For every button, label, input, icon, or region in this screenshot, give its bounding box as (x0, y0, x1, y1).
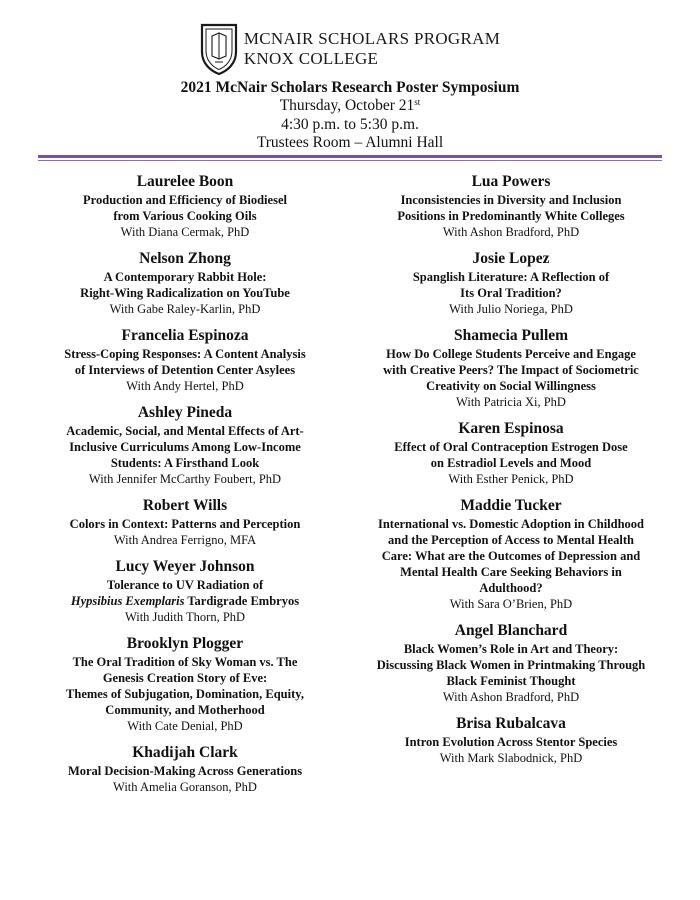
project-title (20, 346, 350, 378)
project-title-line: Black Women’s Role in Art and Theory: (403, 642, 619, 656)
faculty-mentor: With Julio Noriega, PhD (449, 302, 573, 316)
presenter-name: Laurelee Boon (136, 173, 234, 190)
college-logo (200, 22, 500, 76)
presenter-name: Lucy Weyer Johnson (115, 558, 255, 575)
project-title-line: How Do College Students Perceive and Engage (386, 347, 636, 361)
project-title-line: International vs. Domestic Adoption in Childhood (377, 517, 645, 531)
presenter-entry (346, 714, 676, 766)
project-title-line: Tolerance to UV Radiation of (106, 578, 264, 592)
presenter-entry (20, 172, 350, 240)
faculty-mentor: With Diana Cermak, PhD (120, 225, 250, 239)
project-title-line: A Contemporary Rabbit Hole: (103, 270, 267, 284)
faculty-mentor: With Jennifer McCarthy Foubert, PhD (88, 472, 282, 486)
presenter-name: Angel Blanchard (454, 622, 568, 639)
faculty-mentor: With Patricia Xi, PhD (456, 395, 566, 409)
project-title-line: from Various Cooking Oils (113, 209, 257, 223)
project-title-line: Discussing Black Women in Printmaking Through (376, 658, 646, 672)
presenter-entry (20, 634, 350, 734)
project-title (20, 192, 350, 224)
project-title-line: and the Perception of Access to Mental Health (388, 533, 634, 547)
presenter-entry (20, 249, 350, 317)
faculty-mentor: With Cate Denial, PhD (127, 719, 243, 733)
project-title-line: Moral Decision-Making Across Generations (67, 764, 303, 778)
presenter-name: Brooklyn Plogger (126, 635, 244, 652)
wordmark (244, 29, 500, 69)
project-title-line: Effect of Oral Contraception Estrogen Dose (394, 440, 628, 454)
project-title-line: Academic, Social, and Mental Effects of Art- (66, 424, 304, 438)
event-date-text: Thursday, October 21 (279, 97, 415, 114)
left-column (20, 172, 350, 804)
presenter-name: Karen Espinosa (458, 420, 564, 437)
project-title-line: Mental Health Care Seeking Behaviors in (400, 565, 622, 579)
presenter-entry (346, 419, 676, 487)
presenter-name: Shamecia Pullem (453, 327, 569, 344)
faculty-mentor: With Andy Hertel, PhD (126, 379, 244, 393)
faculty-mentor: With Amelia Goranson, PhD (113, 780, 257, 794)
project-title-line: Positions in Predominantly White Colleges (397, 209, 625, 223)
project-title-line: Production and Efficiency of Biodiesel (83, 193, 287, 207)
faculty-mentor: With Ashon Bradford, PhD (442, 225, 580, 239)
divider-thin (38, 160, 662, 161)
project-title-line: Right-Wing Radicalization on YouTube (80, 286, 290, 300)
presenter-name: Francelia Espinoza (121, 327, 249, 344)
presenter-name: Khadijah Clark (132, 744, 238, 761)
event-date-suffix: st (414, 97, 421, 107)
project-title (20, 763, 350, 779)
presenter-name: Lua Powers (471, 173, 551, 190)
project-title-line: Adulthood? (479, 581, 543, 595)
faculty-mentor: With Mark Slabodnick, PhD (439, 751, 583, 765)
event-date (0, 97, 700, 116)
project-title-line: Themes of Subjugation, Domination, Equity, (66, 687, 304, 701)
project-title-line: of Interviews of Detention Center Asylees (74, 363, 296, 377)
presenter-entry (346, 326, 676, 410)
presenter-entry (346, 621, 676, 705)
presenter-entry (346, 249, 676, 317)
project-title (20, 516, 350, 532)
project-title-line: on Estradiol Levels and Mood (430, 456, 592, 470)
event-title: 2021 McNair Scholars Research Poster Symposium (180, 79, 520, 96)
project-title-line: Colors in Context: Patterns and Perception (69, 517, 301, 531)
project-title-line: Intron Evolution Across Stentor Species (404, 735, 618, 749)
project-title-line: Care: What are the Outcomes of Depression and (381, 549, 641, 563)
event-location: Trustees Room – Alumni Hall (256, 134, 444, 151)
right-column (346, 172, 676, 775)
faculty-mentor: With Andrea Ferrigno, MFA (113, 533, 257, 547)
presenter-entry (20, 403, 350, 487)
project-title-line: Spanglish Literature: A Reflection of (412, 270, 610, 284)
presenter-name: Nelson Zhong (139, 250, 231, 267)
project-title-line: Stress-Coping Responses: A Content Analysis (64, 347, 306, 361)
faculty-mentor: With Ashon Bradford, PhD (442, 690, 580, 704)
project-title (20, 577, 350, 609)
shield-crest-icon (200, 22, 238, 76)
project-title-line: Students: A Firsthand Look (110, 456, 260, 470)
project-title-line: Genesis Creation Story of Eve: (102, 671, 268, 685)
project-title (346, 641, 676, 689)
presenter-entry (20, 496, 350, 548)
college-name: KNOX COLLEGE (243, 49, 379, 68)
project-title (346, 439, 676, 471)
presenter-entry (346, 496, 676, 612)
project-title-line: The Oral Tradition of Sky Woman vs. The (72, 655, 298, 669)
project-title-line: Inclusive Curriculums Among Low-Income (69, 440, 301, 454)
project-title-line: Community, and Motherhood (105, 703, 265, 717)
presenter-entry (20, 326, 350, 394)
project-title-line: Creativity on Social Willingness (426, 379, 596, 393)
presenter-name: Josie Lopez (472, 250, 550, 267)
project-title (20, 269, 350, 301)
event-info (0, 78, 700, 153)
presenter-entry (346, 172, 676, 240)
presenter-entry (20, 743, 350, 795)
project-title-rest: Tardigrade Embryos (184, 594, 300, 608)
project-title-line: Inconsistencies in Diversity and Inclusion (400, 193, 622, 207)
project-title (346, 516, 676, 596)
divider-thick (38, 155, 662, 158)
event-time: 4:30 p.m. to 5:30 p.m. (281, 115, 419, 133)
faculty-mentor: With Judith Thorn, PhD (124, 610, 246, 624)
project-title-line (20, 593, 350, 609)
project-title (346, 346, 676, 394)
project-title-line: Black Feminist Thought (446, 674, 576, 688)
project-title (20, 654, 350, 718)
project-title (20, 423, 350, 471)
project-title (346, 269, 676, 301)
faculty-mentor: With Esther Penick, PhD (448, 472, 574, 486)
project-title (346, 734, 676, 750)
presenter-entry (20, 557, 350, 625)
program-name: MCNAIR SCHOLARS PROGRAM (243, 29, 501, 48)
presenter-name: Robert Wills (142, 497, 228, 514)
presenter-name: Maddie Tucker (460, 497, 562, 514)
presenter-name: Brisa Rubalcava (456, 715, 566, 732)
species-name: Hypsibius Exemplaris (70, 594, 185, 608)
project-title (346, 192, 676, 224)
presenter-name: Ashley Pineda (137, 404, 233, 421)
project-title-line: with Creative Peers? The Impact of Sociometric (383, 363, 639, 377)
logo-row (0, 20, 700, 78)
faculty-mentor: With Sara O’Brien, PhD (449, 597, 573, 611)
faculty-mentor: With Gabe Raley-Karlin, PhD (109, 302, 261, 316)
project-title-line: Its Oral Tradition? (460, 286, 562, 300)
